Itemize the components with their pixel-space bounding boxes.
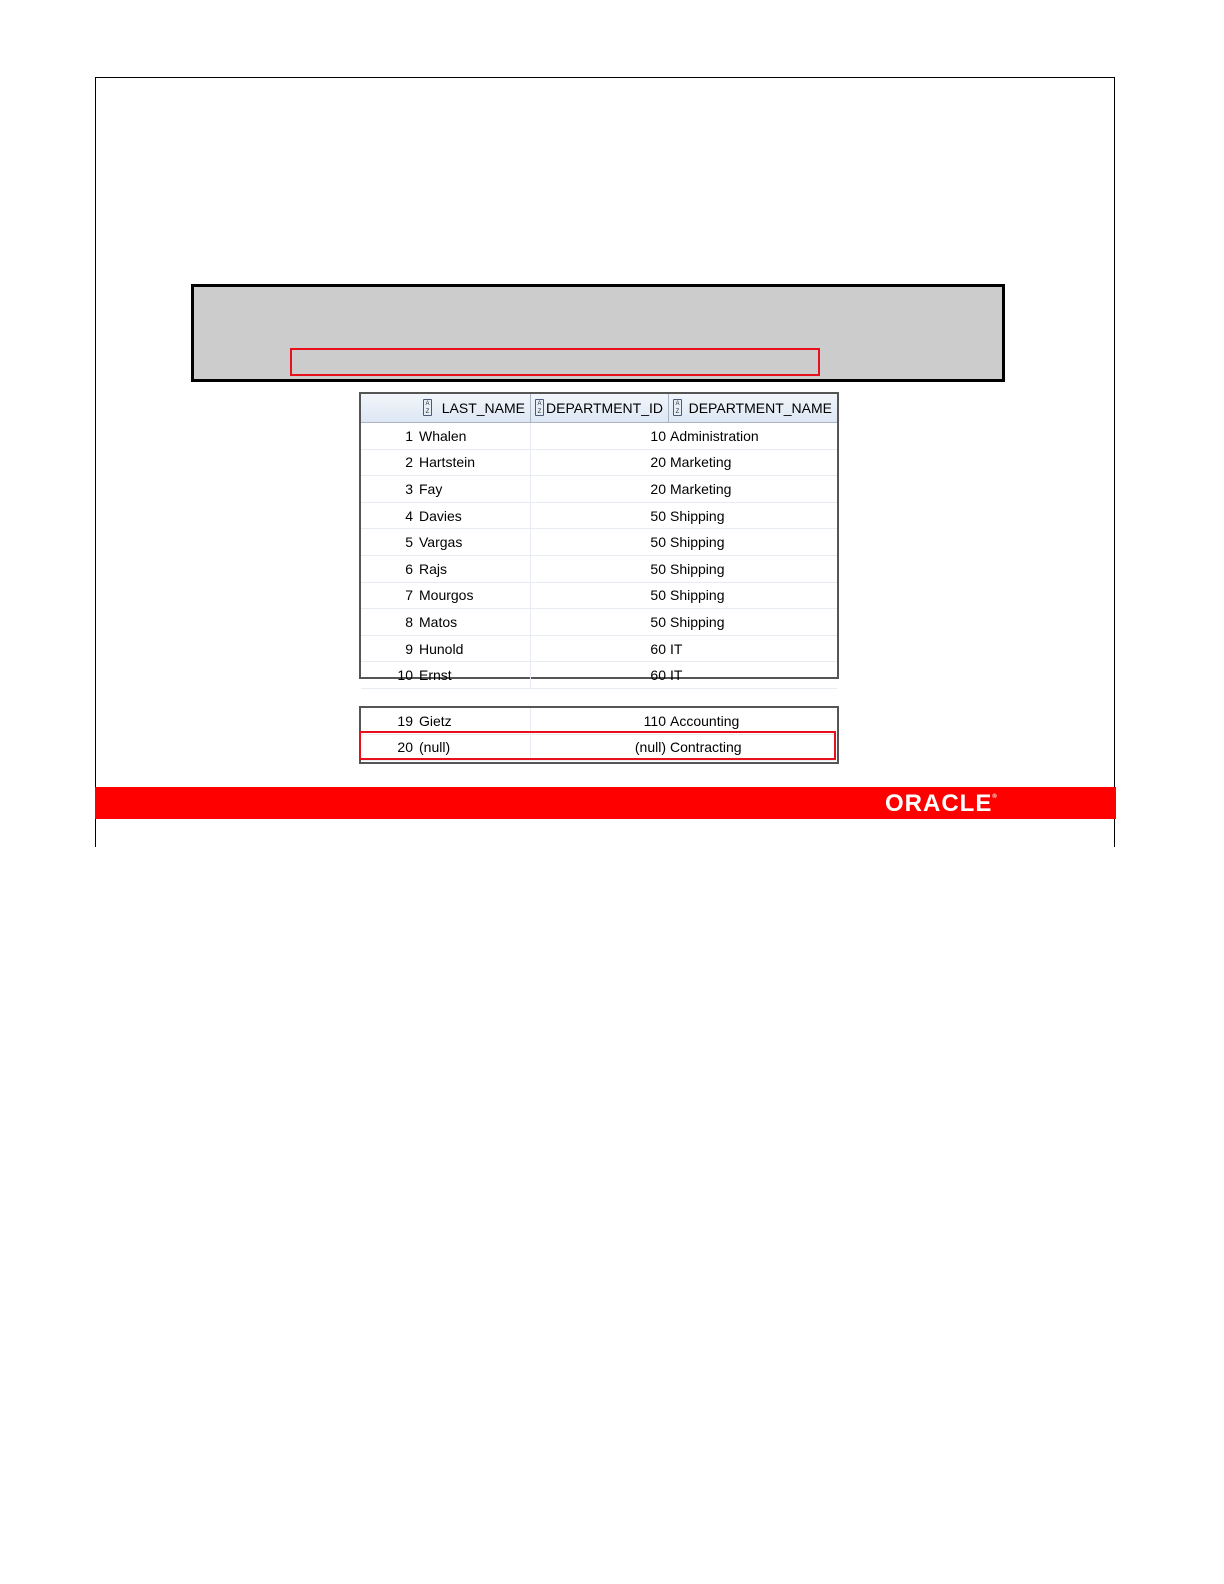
- sort-icon[interactable]: A Z: [673, 399, 682, 416]
- cell-department-id: (null): [634, 739, 666, 756]
- cell-department-id: 60: [650, 667, 666, 684]
- row-number: 8: [405, 613, 413, 630]
- row-number: 9: [405, 640, 413, 657]
- table-row[interactable]: [361, 609, 837, 636]
- column-label: LAST_NAME: [441, 400, 525, 416]
- column-label: DEPARTMENT_ID: [546, 400, 663, 416]
- row-number: 19: [397, 712, 413, 729]
- cell-department-id: 50: [650, 507, 666, 524]
- table-row[interactable]: [361, 662, 837, 689]
- cell-department-id: 20: [650, 454, 666, 471]
- cell-last-name: Ernst: [417, 662, 531, 688]
- column-header-department-name[interactable]: [669, 394, 837, 422]
- column-header-department-id[interactable]: [531, 394, 669, 422]
- table-row[interactable]: [361, 476, 837, 503]
- cell-department-id: 20: [650, 480, 666, 497]
- cell-department-name: Accounting: [670, 712, 740, 729]
- cell-last-name: Fay: [417, 476, 531, 502]
- cell-last-name: Matos: [417, 609, 531, 635]
- cell-department-id: 110: [643, 712, 666, 729]
- cell-last-name: Vargas: [417, 529, 531, 555]
- cell-department-name: Marketing: [670, 454, 732, 471]
- cell-department-name: IT: [670, 667, 683, 684]
- cell-last-name: Whalen: [417, 423, 531, 449]
- table-row[interactable]: [361, 529, 837, 556]
- cell-department-name: Shipping: [670, 587, 725, 604]
- row-number: 20: [397, 739, 413, 756]
- cell-last-name: Mourgos: [417, 583, 531, 609]
- row-number-header: [361, 394, 417, 422]
- cell-department-id: 10: [650, 427, 666, 444]
- grid-header: [361, 394, 837, 423]
- cell-last-name: Davies: [417, 503, 531, 529]
- cell-department-name: Contracting: [670, 739, 742, 756]
- oracle-logo: ORACLE®: [885, 790, 998, 817]
- table-row[interactable]: [361, 556, 837, 583]
- table-row[interactable]: [361, 636, 837, 663]
- cell-department-id: 60: [650, 640, 666, 657]
- row-number: 10: [397, 667, 413, 684]
- cell-department-id: 50: [650, 534, 666, 551]
- row-number: 2: [405, 454, 413, 471]
- cell-department-id: 50: [650, 587, 666, 604]
- sort-icon[interactable]: A Z: [423, 399, 432, 416]
- row-number: 1: [405, 427, 413, 444]
- cell-last-name: (null): [417, 735, 531, 761]
- cell-department-name: Shipping: [670, 560, 725, 577]
- table-row[interactable]: [361, 503, 837, 530]
- cell-last-name: Gietz: [417, 708, 531, 734]
- cell-department-id: 50: [650, 613, 666, 630]
- row-number: 4: [405, 507, 413, 524]
- cell-department-name: Marketing: [670, 480, 732, 497]
- code-highlight-box: [290, 348, 820, 376]
- table-row[interactable]: [361, 450, 837, 477]
- row-number: 3: [405, 480, 413, 497]
- cell-department-name: Shipping: [670, 507, 725, 524]
- cell-department-name: Shipping: [670, 613, 725, 630]
- cell-department-name: Shipping: [670, 534, 725, 551]
- cell-last-name: Hartstein: [417, 450, 531, 476]
- logo-text: ORACLE: [885, 790, 993, 817]
- null-row-highlight: [359, 731, 836, 760]
- column-label: DEPARTMENT_NAME: [688, 400, 832, 416]
- cell-department-name: IT: [670, 640, 683, 657]
- table-row[interactable]: [361, 423, 837, 450]
- results-grid[interactable]: [359, 392, 839, 684]
- cell-last-name: Rajs: [417, 556, 531, 582]
- column-header-last-name[interactable]: [417, 394, 531, 422]
- cell-last-name: Hunold: [417, 636, 531, 662]
- row-number: 7: [405, 587, 413, 604]
- table-row[interactable]: [361, 583, 837, 610]
- row-number: 5: [405, 534, 413, 551]
- sort-icon[interactable]: A Z: [535, 399, 544, 416]
- row-number: 6: [405, 560, 413, 577]
- cell-department-id: 50: [650, 560, 666, 577]
- cell-department-name: Administration: [670, 427, 759, 444]
